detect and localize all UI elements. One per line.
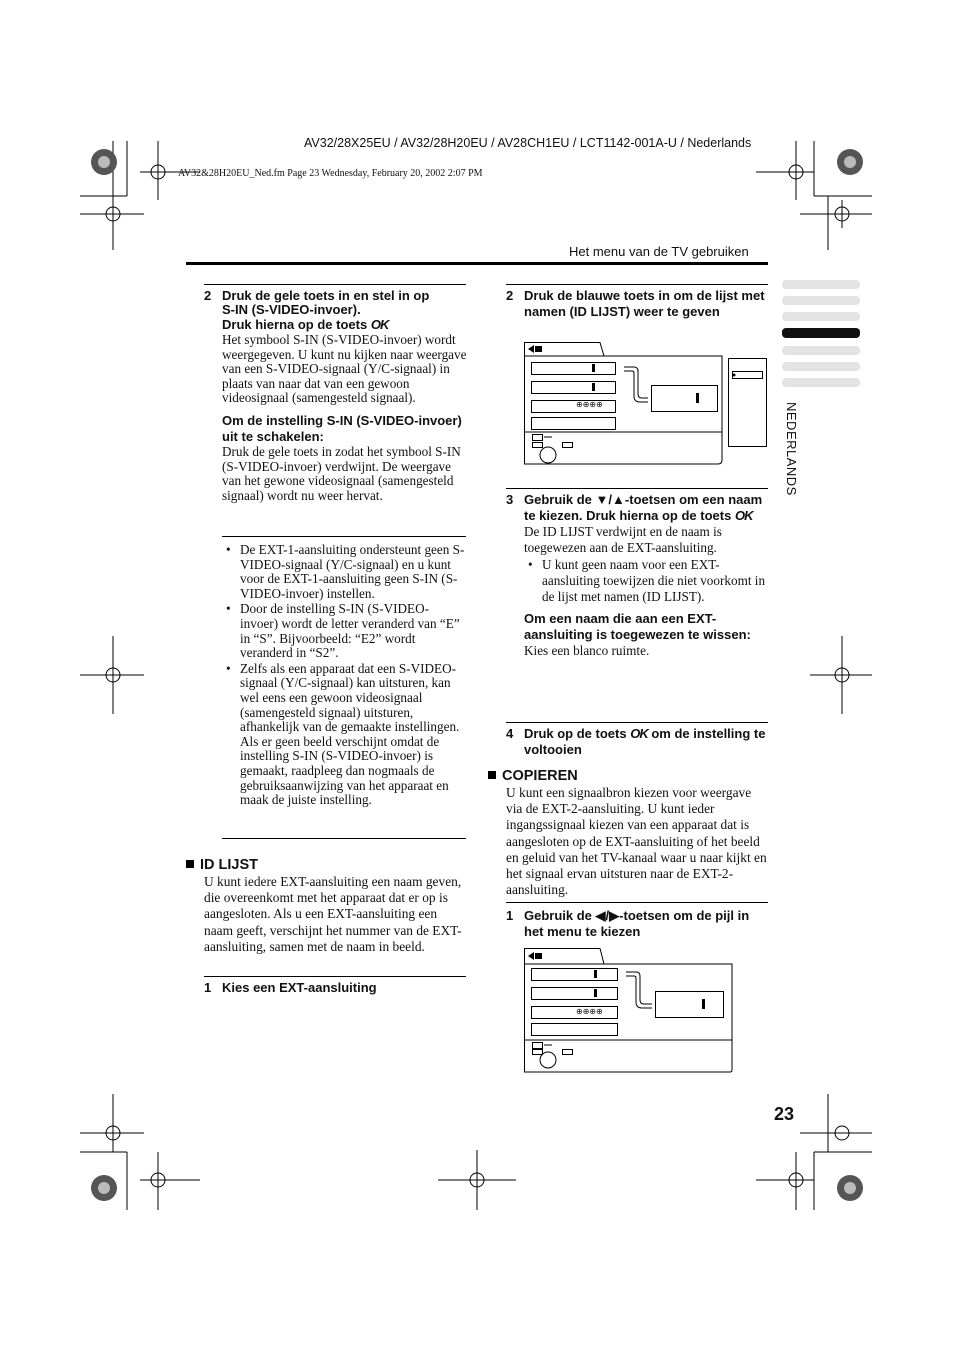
note-item: • Door de instelling S-IN (S-VIDEO-invoer) wordt de letter veranderd van “E” in “S”. Bijvoorbeeld: “E2” wordt veranderd in “S2”. [222, 602, 466, 660]
id-lijst-heading [186, 856, 258, 874]
step-title: Kies een EXT-aansluiting [222, 980, 377, 995]
step-title-text: Gebruik de [524, 492, 592, 507]
note-item: • De EXT-1-aansluiting ondersteunt geen S-VIDEO-signaal (Y/C-signaal) en u kunt voor de EXT-1-aansluiting geen S-IN (S-VIDEO-invoer) instellen. [222, 543, 466, 601]
side-tab [782, 296, 860, 305]
notes-block [222, 543, 466, 809]
step-number: 2 [506, 288, 514, 303]
step-title: S-IN (S-VIDEO-invoer). [222, 302, 361, 317]
note-item: • U kunt geen naam voor een EXT-aansluiting toewijzen die niet voorkomt in de lijst met namen (ID LIJST). [524, 557, 768, 605]
section-heading: COPIEREN [502, 768, 578, 784]
step-number: 2 [204, 288, 212, 303]
step-body: Druk de gele toets in zodat het symbool S-IN (S-VIDEO-invoer) verdwijnt. De weergave van het gewone videosignaal (samengesteld signaal) wordt nu weer hervat. [222, 443, 461, 503]
ok-icon: OK [630, 726, 648, 741]
step-title-text: Druk op de toets [524, 726, 627, 741]
step-body: De ID LIJST verdwijnt en de naam is toegewezen aan de EXT-aansluiting. [524, 524, 722, 555]
note-item: • Zelfs als een apparaat dat een S-VIDEO-signaal (Y/C-signaal) kan uitsturen, kan wel eens een gewoon videosignaal (samengesteld signaal) uitsturen, afhankelijk van de gemaakte instellingen. Als er geen beeld verschijnt omdat de instelling S-IN (S-VIDEO-invoer) is gemaakt, raadpleeg dan nogmaals de gebruiksaanwijzing van het apparaat en maak de juiste instelling. [222, 662, 466, 808]
step-number: 3 [506, 492, 514, 507]
tv-menu-illustration [524, 948, 736, 1074]
divider [506, 722, 768, 723]
section-heading: ID LIJST [200, 857, 259, 873]
step-title-text: -toetsen om de pijl in het menu te kiezen [524, 908, 750, 939]
divider [222, 838, 466, 839]
square-bullet-icon [488, 771, 496, 779]
step-body: Kies een blanco ruimte. [524, 643, 650, 658]
step-title-text: -toetsen om een naam te kiezen. Druk hierna op de toets [524, 492, 763, 523]
page-number: 23 [774, 1104, 795, 1124]
step-number: 1 [506, 908, 514, 923]
copieren-heading [488, 767, 578, 785]
menu-dots: ⊕⊕⊕⊕ [576, 1007, 603, 1016]
divider [506, 284, 768, 285]
step-title [524, 492, 768, 524]
divider [506, 488, 768, 489]
step-title-text: Druk hierna op de toets [222, 317, 368, 332]
language-label: NEDERLANDS [784, 402, 799, 496]
left-right-arrows-icon: ◀/▶ [595, 908, 620, 923]
step-number: 1 [204, 980, 212, 995]
tv-menu-illustration [524, 342, 768, 466]
menu-dots: ⊕⊕⊕⊕ [576, 400, 603, 409]
side-tab [782, 378, 860, 387]
step-title [524, 726, 768, 758]
side-tab [782, 312, 860, 321]
down-up-arrows-icon: ▼/▲ [595, 492, 625, 507]
step-title [524, 908, 768, 940]
side-tab [782, 346, 860, 355]
copieren-body: U kunt een signaalbron kiezen voor weergave via de EXT-2-aansluiting. U kunt ieder ingangssignaal kiezen van een apparaat dat is aangesloten op de EXT-aansluiting of het beeld en geluid van het TV-kanaal waar u naar kijkt en het signaal ervan uitsturen naar de EXT-2-aansluiting. [506, 785, 767, 898]
ok-icon: OK [734, 508, 753, 523]
side-tab [782, 362, 860, 371]
section-title: Het menu van de TV gebruiken [569, 244, 749, 259]
step-body: Het symbool S-IN (S-VIDEO-invoer) wordt weergegeven. U kunt nu kijken naar weergave van een S-VIDEO-signaal (Y/C-signaal) in plaats van naar dat van een gewoon videosignaal (samengesteld signaal). [222, 332, 467, 406]
step-title: Druk de gele toets in en stel in op [222, 288, 430, 303]
step-title [222, 317, 470, 333]
divider [506, 902, 768, 903]
ok-icon: OK [370, 317, 389, 332]
menu-frame [524, 342, 768, 466]
step-title-text: om de instelling te voltooien [524, 726, 766, 757]
square-bullet-icon [186, 860, 194, 868]
id-lijst-body: U kunt iedere EXT-aansluiting een naam geven, die overeenkomt met het apparaat dat er op is aangesloten. Als u een EXT-aansluiting een naam geeft, verschijnt het nummer van de EXT-aansluiting, samen met de naam in beeld. [204, 874, 462, 954]
header-rule [186, 262, 768, 265]
side-tab-active [782, 328, 860, 338]
side-tab [782, 280, 860, 289]
step-number: 4 [506, 726, 514, 741]
left-step2 [222, 288, 470, 503]
step-title-text: Gebruik de [524, 908, 592, 923]
divider [204, 284, 466, 285]
subheading: Om de instelling S-IN (S-VIDEO-invoer) uit te schakelen: [222, 412, 462, 444]
subheading: Om een naam die aan een EXT-aansluiting is toegewezen te wissen: [524, 611, 751, 642]
right-step3 [524, 492, 768, 659]
header-file-line: AV32&28H20EU_Ned.fm Page 23 Wednesday, February 20, 2002 2:07 PM [178, 168, 483, 179]
divider [204, 976, 466, 977]
header-model-line: AV32/28X25EU / AV32/28H20EU / AV28CH1EU / LCT1142-001A-U / Nederlands [304, 136, 752, 150]
divider [222, 536, 466, 537]
menu-frame [524, 948, 736, 1074]
step-title: Druk de blauwe toets in om de lijst met namen (ID LIJST) weer te geven [524, 288, 765, 319]
